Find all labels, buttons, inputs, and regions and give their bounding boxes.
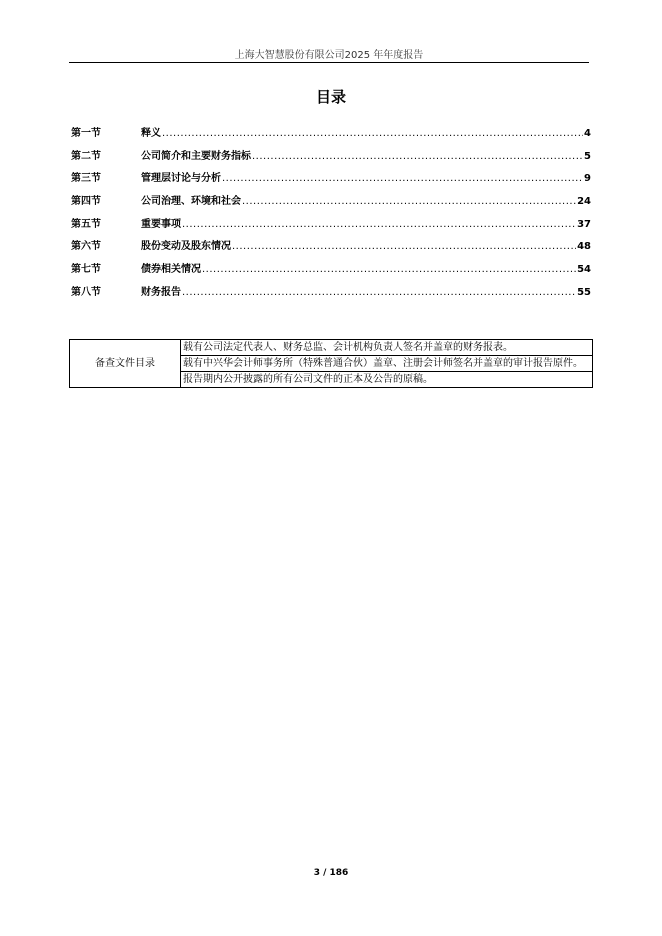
toc-section-label: 公司治理、环境和社会 bbox=[141, 196, 241, 208]
toc-section-number: 第一节 bbox=[71, 128, 101, 139]
toc-section-number: 第二节 bbox=[71, 150, 101, 162]
header-divider bbox=[69, 62, 589, 63]
toc-section-label: 财务报告 bbox=[141, 286, 181, 298]
page-header: 上海大智慧股份有限公司2025 年年度报告 bbox=[234, 50, 424, 61]
toc-leader-dots bbox=[182, 287, 576, 298]
toc-section-number: 第四节 bbox=[71, 196, 101, 208]
toc-leader-dots bbox=[182, 219, 576, 230]
toc-entry-2[interactable] bbox=[71, 147, 591, 170]
toc-leader-dots bbox=[222, 173, 583, 184]
toc-section-label: 管理层讨论与分析 bbox=[141, 173, 221, 185]
toc-section-number: 第三节 bbox=[71, 173, 101, 185]
toc-title: 目录 bbox=[315, 88, 346, 106]
toc-entry-5[interactable] bbox=[71, 215, 591, 238]
toc-page-number: 54 bbox=[577, 264, 591, 276]
toc-page-number: 5 bbox=[584, 150, 591, 162]
reference-document-item: 报告期内公开披露的所有公司文件的正本及公告的原稿。 bbox=[181, 372, 593, 388]
toc-page-number: 55 bbox=[577, 286, 591, 298]
toc-leader-dots bbox=[242, 196, 576, 207]
table-row bbox=[70, 340, 593, 356]
toc-section-label: 释义 bbox=[141, 128, 161, 139]
reference-document-item: 载有中兴华会计师事务所（特殊普通合伙）盖章、注册会计师签名并盖章的审计报告原件。 bbox=[181, 356, 593, 372]
reference-document-item: 载有公司法定代表人、财务总监、会计机构负责人签名并盖章的财务报表。 bbox=[181, 340, 593, 356]
toc-entry-4[interactable] bbox=[71, 192, 591, 215]
toc-entry-3[interactable] bbox=[71, 169, 591, 192]
toc-entry-6[interactable] bbox=[71, 237, 591, 260]
toc-entry-7[interactable] bbox=[71, 260, 591, 283]
toc-section-label: 重要事项 bbox=[141, 218, 181, 230]
toc-entry-8[interactable] bbox=[71, 283, 591, 306]
table-of-contents bbox=[71, 124, 591, 306]
toc-page-number: 48 bbox=[577, 241, 591, 253]
toc-leader-dots bbox=[202, 264, 576, 275]
toc-section-number: 第六节 bbox=[71, 241, 101, 253]
toc-section-number: 第五节 bbox=[71, 218, 101, 230]
reference-documents-table bbox=[69, 339, 593, 388]
toc-page-number: 4 bbox=[584, 128, 591, 139]
toc-leader-dots bbox=[232, 241, 576, 252]
toc-page-number: 24 bbox=[577, 196, 591, 208]
toc-section-number: 第七节 bbox=[71, 264, 101, 276]
page-number: 3 / 186 bbox=[313, 868, 349, 878]
toc-section-label: 股份变动及股东情况 bbox=[141, 241, 231, 253]
toc-page-number: 9 bbox=[584, 173, 591, 185]
toc-leader-dots bbox=[162, 128, 583, 139]
toc-page-number: 37 bbox=[577, 218, 591, 230]
toc-section-label: 公司简介和主要财务指标 bbox=[141, 150, 251, 162]
toc-section-number: 第八节 bbox=[71, 286, 101, 298]
reference-documents-heading: 备查文件目录 bbox=[70, 340, 181, 388]
toc-leader-dots bbox=[252, 151, 583, 162]
toc-entry-1[interactable] bbox=[71, 124, 591, 147]
toc-section-label: 债券相关情况 bbox=[141, 264, 201, 276]
